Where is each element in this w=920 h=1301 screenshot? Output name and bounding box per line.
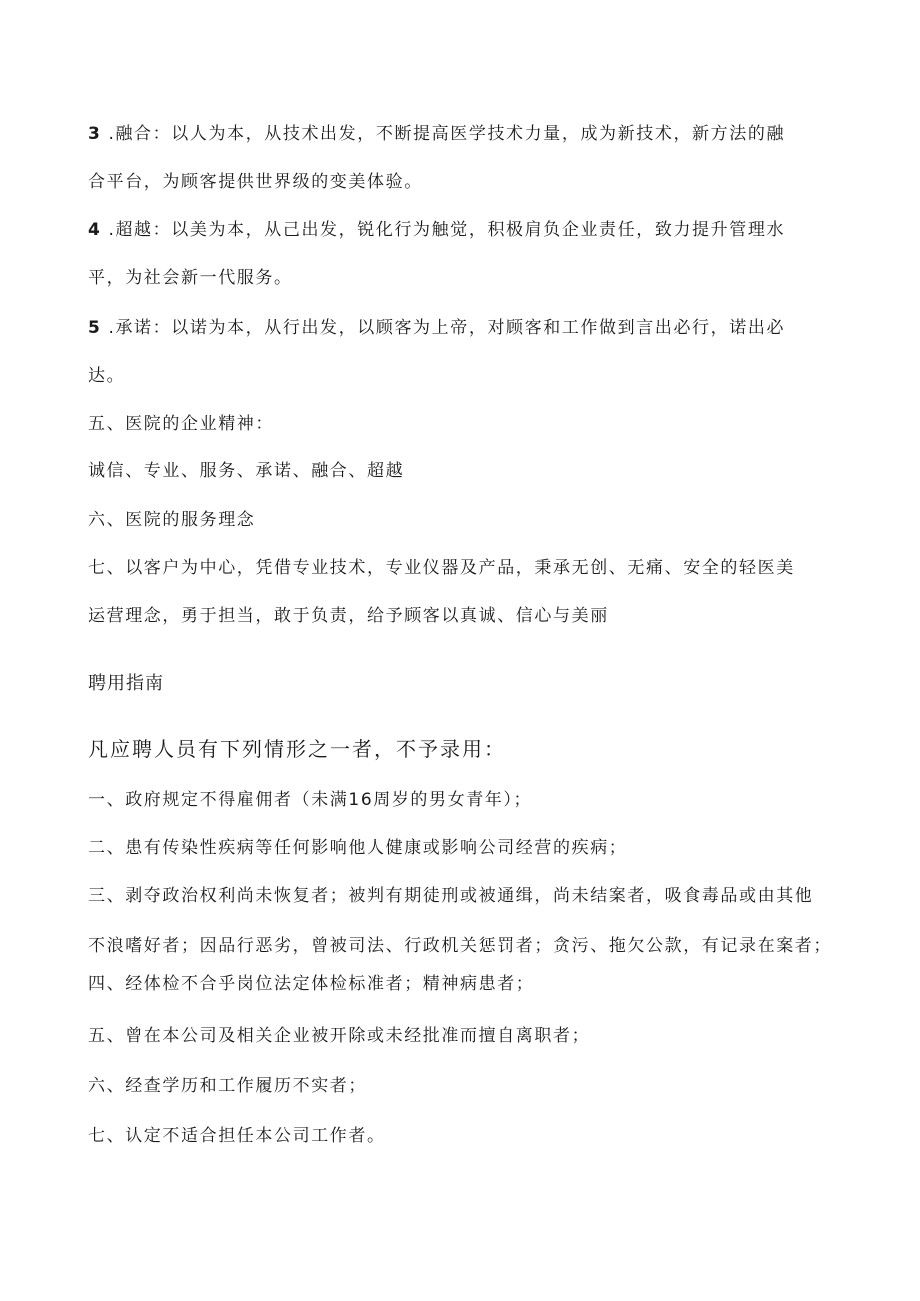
hiring-title: 聘用指南 [88,673,164,694]
item-number: 4 [88,220,102,240]
value-item-4-line-1 [88,218,785,242]
hiring-item: 四、经体检不合乎岗位法定体检标准者；精神病患者； [88,974,535,994]
hiring-item: 一、政府规定不得雇佣者（未满16周岁的男女青年）； [88,790,533,810]
hiring-item: 五、曾在本公司及相关企业被开除或未经批准而擅自离职者； [88,1026,591,1046]
value-item-3-line-2: 合平台，为顾客提供世界级的变美体验。 [88,172,423,192]
item-number: 5 [88,318,102,338]
item-text: .超越：以美为本，从己出发，锐化行为触觉，积极肩负企业责任，致力提升管理水 [101,220,786,240]
hiring-item: 不浪嗜好者；因品行恶劣，曾被司法、行政机关惩罚者；贪污、拖欠公款，有记录在案者； [88,936,832,956]
service-line-1: 七、以客户为中心，凭借专业技术，专业仪器及产品，秉承无创、无痛、安全的轻医美 [88,558,795,578]
item-text: .承诺：以诺为本，从行出发，以顾客为上帝，对顾客和工作做到言出必行，诺出必 [101,318,786,338]
value-item-3-line-1 [88,122,785,146]
value-item-5-line-2: 达。 [88,366,126,386]
hiring-item: 七、认定不适合担任本公司工作者。 [88,1126,386,1146]
item-text: .融合：以人为本，从技术出发，不断提高医学技术力量，成为新技术，新方法的融 [101,124,786,144]
hiring-item: 二、患有传染性疾病等任何影响他人健康或影响公司经营的疾病； [88,838,628,858]
value-item-5-line-1 [88,316,785,340]
hiring-item: 六、经查学历和工作履历不实者； [88,1076,367,1096]
spirit-text: 诚信、专业、服务、承诺、融合、超越 [88,461,405,481]
hiring-intro: 凡应聘人员有下列情形之一者，不予录用： [88,737,506,761]
item-number: 3 [88,124,102,144]
spirit-heading: 五、医院的企业精神： [88,414,274,434]
hiring-item: 三、剥夺政治权利尚未恢复者；被判有期徒刑或被通缉，尚未结案者，吸食毒品或由其他 [88,886,814,906]
value-item-4-line-2: 平，为社会新一代服务。 [88,268,293,288]
service-heading: 六、医院的服务理念 [88,510,256,530]
service-line-2: 运营理念，勇于担当，敢于负责，给予顾客以真诚、信心与美丽 [88,606,609,626]
